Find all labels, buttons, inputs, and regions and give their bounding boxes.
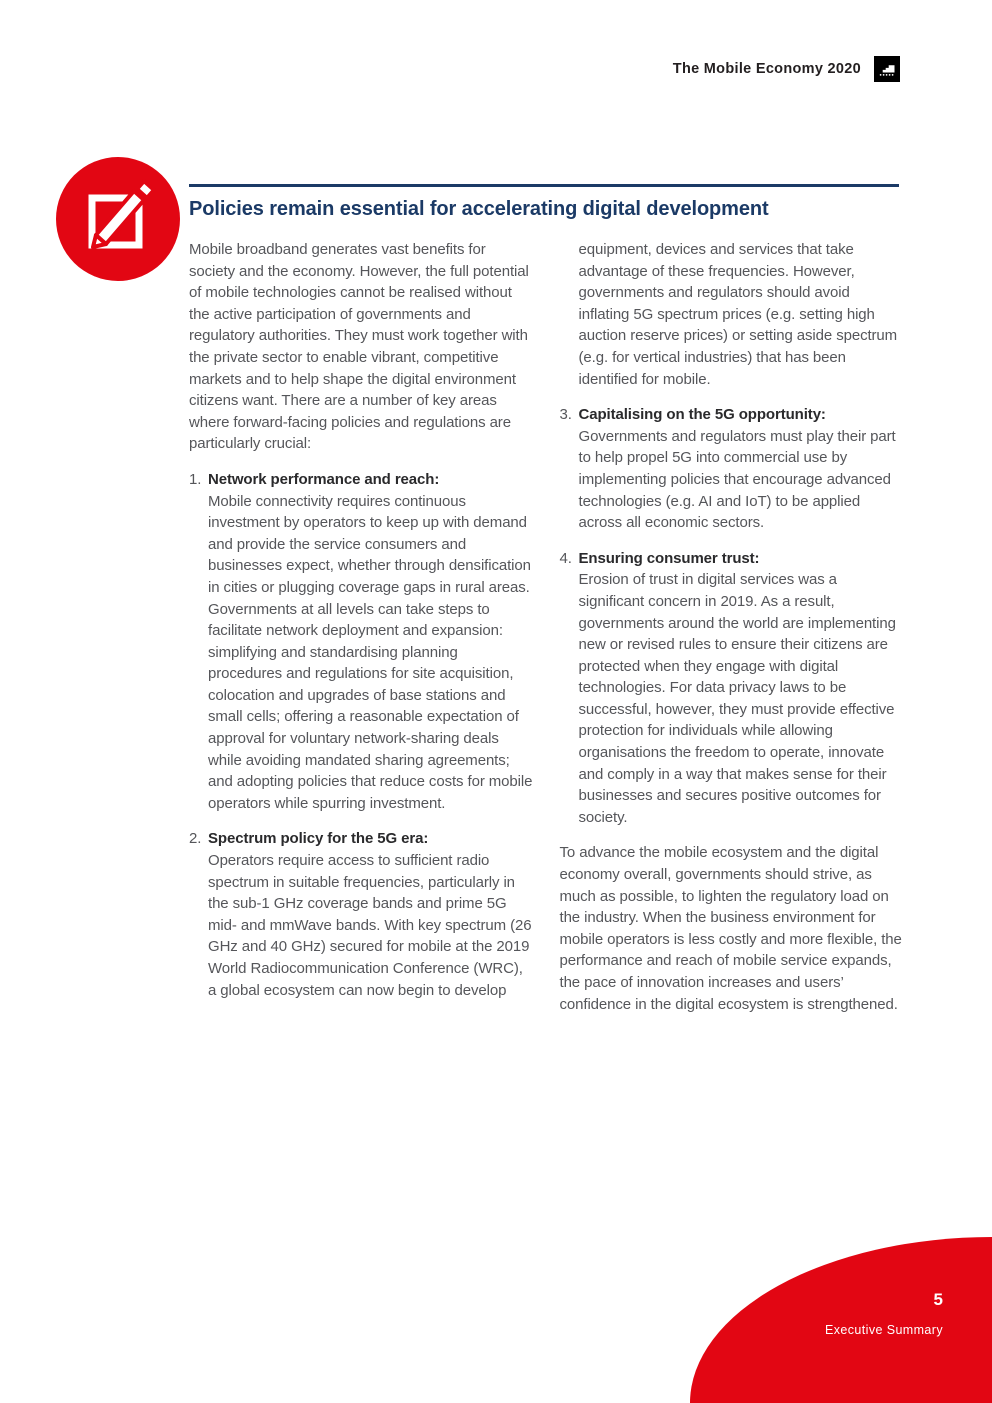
list-item-title: Network performance and reach: [208, 470, 440, 488]
gsma-logo-icon [874, 56, 900, 82]
list-item-body: Mobile connectivity requires continuous investment by operators to keep up with demand and provide the service consumers and businesses expect, whether through densification in cities or plugging coverage gaps in rural areas. Governments at all levels can take steps to facilitate network deployment and expansion: simplifying and standardising planning procedures and regulations for site acquisition, colocation and upgrades of base stations and small cells; offering a reasonable expectation of approval for voluntary network-sharing deals while avoiding mandated sharing agreements; and adopting policies that reduce costs for mobile operators while spurring investment. [208, 492, 533, 812]
heading-rule [189, 184, 899, 187]
article-heading: Policies remain essential for accelerating digital development [189, 198, 769, 220]
list-item-body: Governments and regulators must play their part to help propel 5G into commercial use by implementing policies that encourage advanced technologies (e.g. AI and IoT) to be applied across all economic sectors. [578, 427, 896, 532]
article-body [189, 239, 903, 1015]
page-number: 5 [933, 1290, 943, 1309]
closing-paragraph: To advance the mobile ecosystem and the digital economy overall, governments should strive, as much as possible, to lighten the regulatory load on the industry. When the business environment for mobile operators is less costly and more flexible, the performance and reach of mobile service expands, the pace of innovation increases and users’ confidence in the digital ecosystem is strengthened. [559, 844, 902, 1013]
list-item-4 [560, 548, 904, 829]
list-item-title: Spectrum policy for the 5G era: [208, 830, 429, 848]
list-item-number: 1. [189, 470, 202, 488]
list-item-number: 2. [189, 830, 202, 848]
list-item-1 [189, 469, 533, 815]
section-label: Executive Summary [825, 1323, 943, 1337]
article [189, 184, 903, 1015]
intro-paragraph: Mobile broadband generates vast benefits for society and the economy. However, the full potential of mobile technologies cannot be realised without the active participation of governments and regulatory authorities. They must work together with the private sector to enable vibrant, competitive markets and to help shape the digital environment citizens want. There are a number of key areas where forward-facing policies and regulations are particularly crucial: [189, 241, 529, 453]
list-item-number: 4. [559, 549, 572, 567]
list-item-3 [560, 404, 904, 534]
edit-pencil-icon [56, 157, 180, 281]
report-title: The Mobile Economy 2020 [672, 61, 861, 77]
page-header [673, 56, 900, 82]
list-item-body: Erosion of trust in digital services was a significant concern in 2019. As a result, governments around the world are implementing new or revised rules to ensure their citizens are protected when they engage with digital technologies. For data privacy laws to be successful, however, they must provide effective protection for individuals while allowing organisations the freedom to operate, innovate and comply in a way that makes sense for their businesses and secures positive outcomes for society. [578, 571, 896, 826]
list-item-title: Capitalising on the 5G opportunity: [578, 406, 826, 424]
list-item-number: 3. [559, 406, 572, 424]
footer-curve [690, 1237, 992, 1403]
list-item-title: Ensuring consumer trust: [578, 549, 760, 567]
list-item-body: Operators require access to sufficient radio spectrum in suitable frequencies, particularly in the sub-1 GHz coverage bands and prime 5G mid- and mmWave bands. With key spectrum (26 GHz and 40 GHz) secured for mobile at the 2019 World Radiocommunication Conference (WRC), a global ecosystem can now begin to develop equipment, devices and services that take advantage of these frequencies. However, governments and regulators should avoid inflating 5G spectrum prices (e.g. setting high auction reserve prices) or setting aside spectrum (e.g. for vertical industries) that has been identified for mobile. [208, 241, 898, 999]
